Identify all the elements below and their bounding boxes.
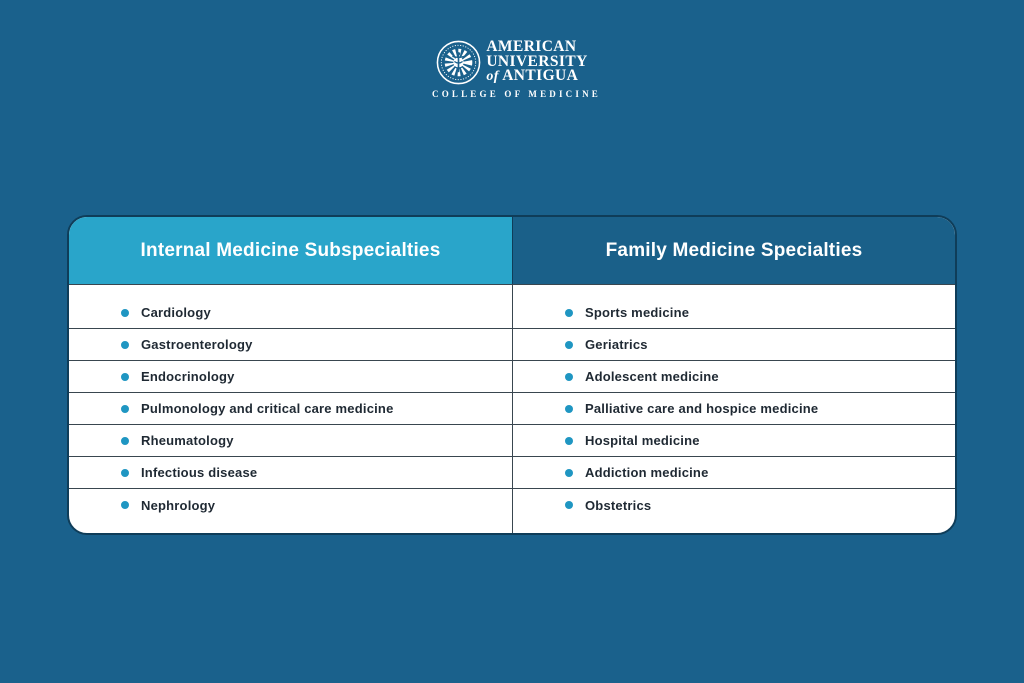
comparison-table <box>67 215 957 535</box>
list-item <box>69 457 512 489</box>
bullet-icon <box>565 309 573 317</box>
logo-line-university: UNIVERSITY <box>486 52 588 70</box>
list-item <box>513 393 955 425</box>
header-family-medicine-label: Family Medicine Specialties <box>605 239 863 261</box>
list-item-label: Obstetrics <box>585 497 652 513</box>
list-item-label: Addiction medicine <box>585 465 709 480</box>
bullet-icon <box>565 373 573 381</box>
list-item-label: Infectious disease <box>141 465 258 480</box>
list-item-label: Pulmonology and critical care medicine <box>141 401 394 416</box>
list-item-label: Adolescent medicine <box>585 369 719 384</box>
bullet-icon <box>565 341 573 349</box>
list-item <box>513 457 955 489</box>
bullet-icon <box>121 405 129 413</box>
list-item <box>69 393 512 425</box>
university-seal-caduceus-icon <box>436 40 481 85</box>
list-item-label: Cardiology <box>141 305 211 320</box>
list-item <box>513 329 955 361</box>
table-body <box>69 285 955 535</box>
logo-antigua: ANTIGUA <box>502 67 579 85</box>
bullet-icon <box>565 437 573 445</box>
column-family-medicine <box>512 285 955 535</box>
logo-of: of <box>486 69 499 85</box>
table-header-row <box>69 217 955 285</box>
list-item <box>69 361 512 393</box>
logo-subtitle: COLLEGE OF MEDICINE <box>432 89 601 99</box>
bullet-icon <box>121 341 129 349</box>
bullet-icon <box>565 501 573 509</box>
list-item-label: Gastroenterology <box>141 337 253 352</box>
list-item <box>513 361 955 393</box>
list-item-label: Geriatrics <box>585 337 648 352</box>
logo-line-antigua <box>486 69 587 85</box>
list-item <box>513 425 955 457</box>
list-item <box>513 285 955 329</box>
list-item-label: Rheumatology <box>141 433 234 448</box>
bullet-icon <box>121 373 129 381</box>
list-item <box>69 489 512 535</box>
bullet-icon <box>121 469 129 477</box>
list-item-label: Palliative care and hospice medicine <box>585 401 819 416</box>
university-logo <box>432 38 601 99</box>
bullet-icon <box>121 309 129 317</box>
column-internal-medicine <box>69 285 512 535</box>
logo-wordmark <box>486 40 587 85</box>
bullet-icon <box>565 405 573 413</box>
header-family-medicine <box>512 217 955 284</box>
list-item-label: Nephrology <box>141 497 216 513</box>
list-item-label: Endocrinology <box>141 369 235 384</box>
list-item-label: Sports medicine <box>585 305 690 320</box>
list-item-label: Hospital medicine <box>585 433 700 448</box>
list-item <box>69 285 512 329</box>
bullet-icon <box>121 437 129 445</box>
list-item <box>513 489 955 535</box>
logo-top <box>432 40 592 85</box>
bullet-icon <box>565 469 573 477</box>
list-item <box>69 329 512 361</box>
header-internal-medicine-label: Internal Medicine Subspecialties <box>140 239 441 261</box>
header-internal-medicine <box>69 217 512 284</box>
list-item <box>69 425 512 457</box>
bullet-icon <box>121 501 129 509</box>
logo-line-american: AMERICAN <box>486 38 577 56</box>
